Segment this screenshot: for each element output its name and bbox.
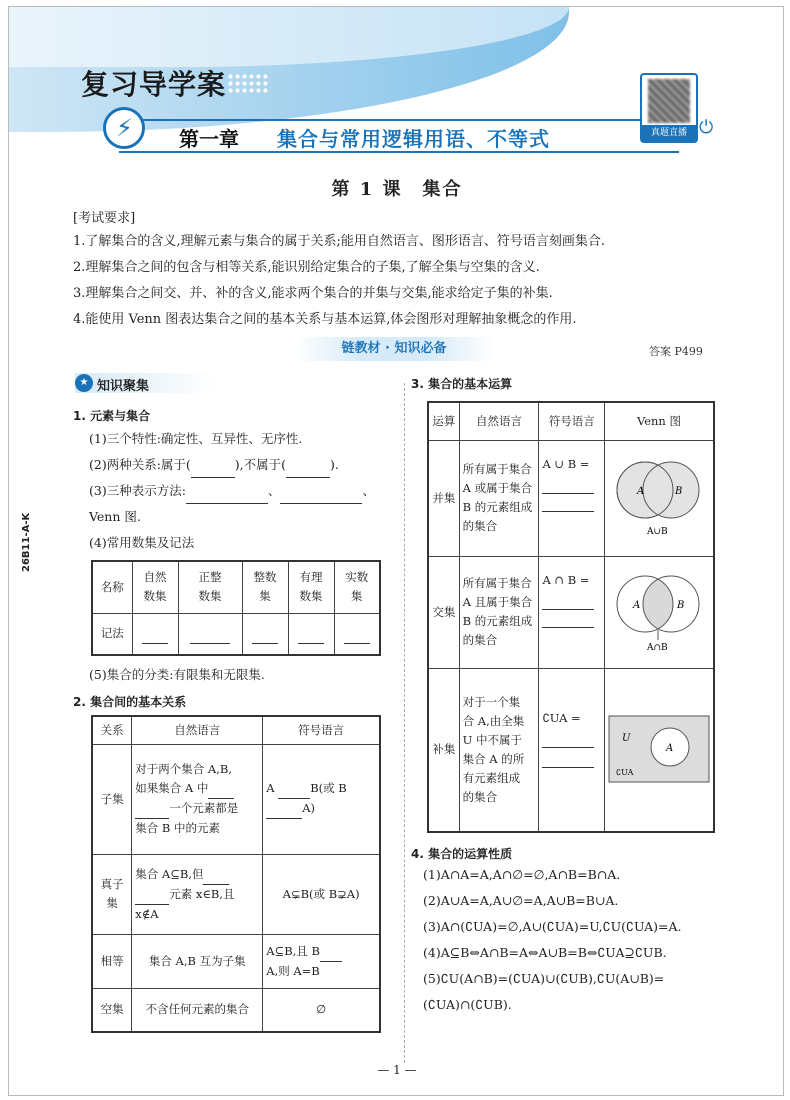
blank bbox=[542, 590, 594, 610]
text-row bbox=[542, 590, 601, 608]
cell bbox=[539, 668, 605, 832]
text: A⊆B,且 B bbox=[266, 943, 320, 958]
cell bbox=[242, 561, 288, 613]
text: A,则 A=B bbox=[266, 963, 320, 978]
cell bbox=[132, 854, 263, 934]
cell: 符号语言 bbox=[539, 402, 605, 440]
cell bbox=[178, 561, 242, 613]
cell bbox=[539, 440, 605, 556]
cell: 补集 bbox=[428, 668, 459, 832]
text: ). bbox=[330, 457, 339, 472]
s1-line: (1)三个特性:确定性、互异性、无序性. bbox=[89, 431, 303, 446]
cell bbox=[539, 556, 605, 668]
cell bbox=[459, 668, 539, 832]
lesson-title: 第 1 课 集合 bbox=[331, 179, 463, 200]
text: 的集合 bbox=[462, 789, 498, 804]
cell: 相等 bbox=[92, 934, 132, 988]
side-code: 26B11-A-K bbox=[21, 512, 32, 572]
text: 实数集 bbox=[345, 570, 369, 604]
venn-caption: A∪B bbox=[646, 527, 668, 537]
knowledge-title: 知识聚集 bbox=[97, 379, 150, 394]
venn-label-u: U bbox=[621, 732, 631, 744]
text: 合 A,由全集 bbox=[462, 713, 525, 728]
venn-label-a: A bbox=[636, 486, 645, 497]
text-row bbox=[266, 799, 376, 819]
text-row bbox=[542, 474, 601, 492]
text: B 的元素组成 bbox=[462, 614, 533, 628]
text: A 且属于集合 bbox=[462, 595, 533, 609]
answer-ref: 答案 P499 bbox=[649, 345, 703, 358]
s4-line: (4)A⊆B⇔A∩B=A⇔A∪B=B⇔∁UA⊇∁UB. bbox=[423, 945, 667, 960]
s4-line: (3)A∩(∁UA)=∅,A∪(∁UA)=U,∁U(∁UA)=A. bbox=[423, 919, 682, 934]
cell bbox=[288, 561, 334, 613]
cell: 关系 bbox=[92, 716, 132, 744]
text-row bbox=[266, 779, 376, 799]
cell: 符号语言 bbox=[263, 716, 380, 744]
text-row bbox=[542, 492, 601, 510]
qr-label: 真题直播 bbox=[642, 125, 696, 141]
cell: Venn 图 bbox=[604, 402, 714, 440]
plug-icon: ⏻ bbox=[699, 117, 714, 138]
page-number: — 1 — bbox=[377, 1063, 417, 1077]
union-venn-diagram bbox=[611, 456, 707, 540]
section-banner: 链教材 · 知识必备 bbox=[294, 337, 494, 361]
text: 集合 B 中的元素 bbox=[135, 821, 221, 835]
dots-decoration bbox=[227, 73, 269, 95]
text: 、 bbox=[362, 483, 375, 498]
s3-heading: 3. 集合的基本运算 bbox=[411, 377, 513, 391]
text: ∁UA = bbox=[542, 710, 581, 725]
s4-heading: 4. 集合的运算性质 bbox=[411, 847, 513, 861]
cell: 子集 bbox=[92, 744, 132, 854]
chapter-label: 第一章 bbox=[179, 127, 239, 151]
venn-label-b: B bbox=[674, 486, 683, 497]
text: 所有属于集合 bbox=[462, 462, 532, 476]
exam-req-item: 4.能使用 Venn 图表达集合之间的基本关系与基本运算,体会图形对理解抽象概念的作用. bbox=[73, 312, 577, 327]
text: 有理数集 bbox=[299, 570, 323, 604]
qr-image bbox=[648, 79, 690, 123]
blank bbox=[208, 779, 234, 799]
cell bbox=[459, 556, 539, 668]
cell bbox=[132, 613, 178, 655]
blank bbox=[542, 748, 594, 768]
s4-line: (2)A∪A=A,A∪∅=A,A∪B=B∪A. bbox=[423, 893, 619, 908]
relation-table bbox=[91, 715, 381, 1033]
blank bbox=[280, 479, 362, 504]
cell bbox=[334, 613, 380, 655]
venn-caption: ∁UA bbox=[615, 767, 634, 777]
cell bbox=[459, 440, 539, 556]
operation-table bbox=[427, 401, 715, 833]
blank bbox=[286, 453, 330, 478]
s1-line bbox=[89, 453, 339, 478]
text: A bbox=[266, 781, 275, 795]
text: A ∪ B = bbox=[542, 456, 590, 471]
text-row bbox=[135, 779, 259, 799]
text: (3)三种表示方法: bbox=[89, 483, 186, 498]
text: 如果集合 A 中 bbox=[135, 781, 209, 795]
cell: 名称 bbox=[92, 561, 132, 613]
text: 自然数集 bbox=[143, 570, 167, 604]
s1-line: Venn 图. bbox=[89, 509, 141, 524]
text: 的集合 bbox=[462, 633, 498, 647]
blank bbox=[135, 885, 169, 905]
text-row bbox=[542, 748, 601, 768]
knowledge-heading bbox=[75, 375, 149, 394]
blank bbox=[266, 799, 302, 819]
cell: 运算 bbox=[428, 402, 459, 440]
blank bbox=[542, 492, 594, 512]
cell bbox=[178, 613, 242, 655]
text: 、 bbox=[267, 483, 281, 498]
cell bbox=[132, 744, 263, 854]
blank bbox=[203, 865, 229, 885]
text: 有元素组成 bbox=[462, 770, 521, 785]
text-row bbox=[542, 728, 601, 748]
venn-label-b: B bbox=[676, 600, 685, 611]
cell: 不含任何元素的集合 bbox=[132, 988, 263, 1032]
cell bbox=[263, 934, 380, 988]
text: 一个元素都是 bbox=[169, 801, 239, 815]
text: A ∩ B = bbox=[542, 572, 590, 587]
cell bbox=[288, 613, 334, 655]
blank bbox=[186, 479, 268, 504]
blank bbox=[542, 474, 594, 494]
text: 的集合 bbox=[462, 519, 498, 533]
text-row bbox=[135, 885, 259, 905]
lightbulb-icon: ⚡ bbox=[103, 107, 145, 149]
cell bbox=[604, 556, 714, 668]
text-row bbox=[135, 865, 259, 885]
s4-line: (1)A∩A=A,A∩∅=∅,A∩B=B∩A. bbox=[423, 867, 621, 882]
text: 所有属于集合 bbox=[462, 576, 532, 590]
blank bbox=[278, 779, 310, 799]
venn-label-a: A bbox=[665, 742, 674, 754]
text: 整数集 bbox=[253, 570, 277, 604]
cell bbox=[334, 561, 380, 613]
cell: ∅ bbox=[263, 988, 380, 1032]
blank bbox=[142, 624, 168, 644]
cell: 记法 bbox=[92, 613, 132, 655]
text: B(或 B bbox=[310, 781, 347, 795]
qr-code[interactable] bbox=[640, 73, 698, 143]
text: (2)两种关系:属于( bbox=[89, 457, 191, 472]
cell bbox=[132, 561, 178, 613]
s1-line bbox=[89, 479, 375, 504]
venn-caption: A∩B bbox=[646, 643, 668, 653]
cell bbox=[263, 744, 380, 854]
blank bbox=[252, 624, 278, 644]
cell: 交集 bbox=[428, 556, 459, 668]
blank bbox=[135, 799, 169, 819]
exam-req-item: 2.理解集合之间的包含与相等关系,能识别给定集合的子集,了解全集与空集的含义. bbox=[73, 260, 540, 275]
blank bbox=[191, 453, 235, 478]
chapter-title: 集合与常用逻辑用语、不等式 bbox=[277, 127, 550, 151]
column-divider bbox=[404, 383, 405, 1063]
blank bbox=[542, 608, 594, 628]
s1-heading: 1. 元素与集合 bbox=[73, 409, 151, 423]
s4-line: (5)∁U(A∩B)=(∁UA)∪(∁UB),∁U(A∪B)= bbox=[423, 971, 665, 986]
complement-venn-diagram bbox=[608, 715, 710, 785]
s2-heading: 2. 集合间的基本关系 bbox=[73, 695, 187, 709]
text: 集合 A⊆B,但 bbox=[135, 866, 204, 881]
text-row bbox=[135, 799, 259, 819]
exam-req-heading: [考试要求] bbox=[73, 211, 136, 226]
blank bbox=[298, 624, 324, 644]
star-icon: ★ bbox=[75, 374, 93, 392]
blank bbox=[344, 624, 370, 644]
cell bbox=[604, 668, 714, 832]
cell: 自然语言 bbox=[132, 716, 263, 744]
s1-line: (4)常用数集及记法 bbox=[89, 535, 195, 550]
text: A) bbox=[302, 801, 316, 815]
exam-req-item: 1.了解集合的含义,理解元素与集合的属于关系;能用自然语言、图形语言、符号语言刻画集合. bbox=[73, 234, 606, 249]
blank bbox=[320, 942, 342, 962]
text: 对于两个集合 A,B, bbox=[135, 762, 232, 776]
s1-line: (5)集合的分类:有限集和无限集. bbox=[89, 667, 265, 682]
blank bbox=[190, 624, 230, 644]
text: A 或属于集合 bbox=[462, 481, 533, 495]
s4-line: (∁UA)∩(∁UB). bbox=[423, 997, 512, 1012]
text: 集合 A 的所 bbox=[462, 751, 525, 766]
text: 正整数集 bbox=[198, 570, 222, 604]
text: x∉A bbox=[135, 906, 159, 921]
venn-label-a: A bbox=[632, 600, 641, 611]
blank bbox=[542, 728, 594, 748]
text: ),不属于( bbox=[234, 457, 287, 472]
text-row bbox=[266, 942, 376, 962]
cell: 并集 bbox=[428, 440, 459, 556]
text: B 的元素组成 bbox=[462, 500, 533, 514]
cell bbox=[242, 613, 288, 655]
text-row bbox=[542, 608, 601, 626]
cell: 自然语言 bbox=[459, 402, 539, 440]
cell bbox=[604, 440, 714, 556]
text: U 中不属于 bbox=[462, 732, 523, 747]
number-set-table bbox=[91, 560, 381, 656]
cell: 集合 A,B 互为子集 bbox=[132, 934, 263, 988]
text: 元素 x∈B,且 bbox=[169, 886, 235, 901]
cell: 空集 bbox=[92, 988, 132, 1032]
header-title: 复习导学案 bbox=[81, 68, 227, 101]
text: 对于一个集 bbox=[462, 694, 521, 709]
exam-req-item: 3.理解集合之间交、并、补的含义,能求两个集合的并集与交集,能求给定子集的补集. bbox=[73, 286, 553, 301]
page bbox=[8, 6, 784, 1096]
cell: A⊊B(或 B⊋A) bbox=[263, 854, 380, 934]
intersection-venn-diagram bbox=[611, 570, 707, 654]
cell: 真子集 bbox=[92, 854, 132, 934]
